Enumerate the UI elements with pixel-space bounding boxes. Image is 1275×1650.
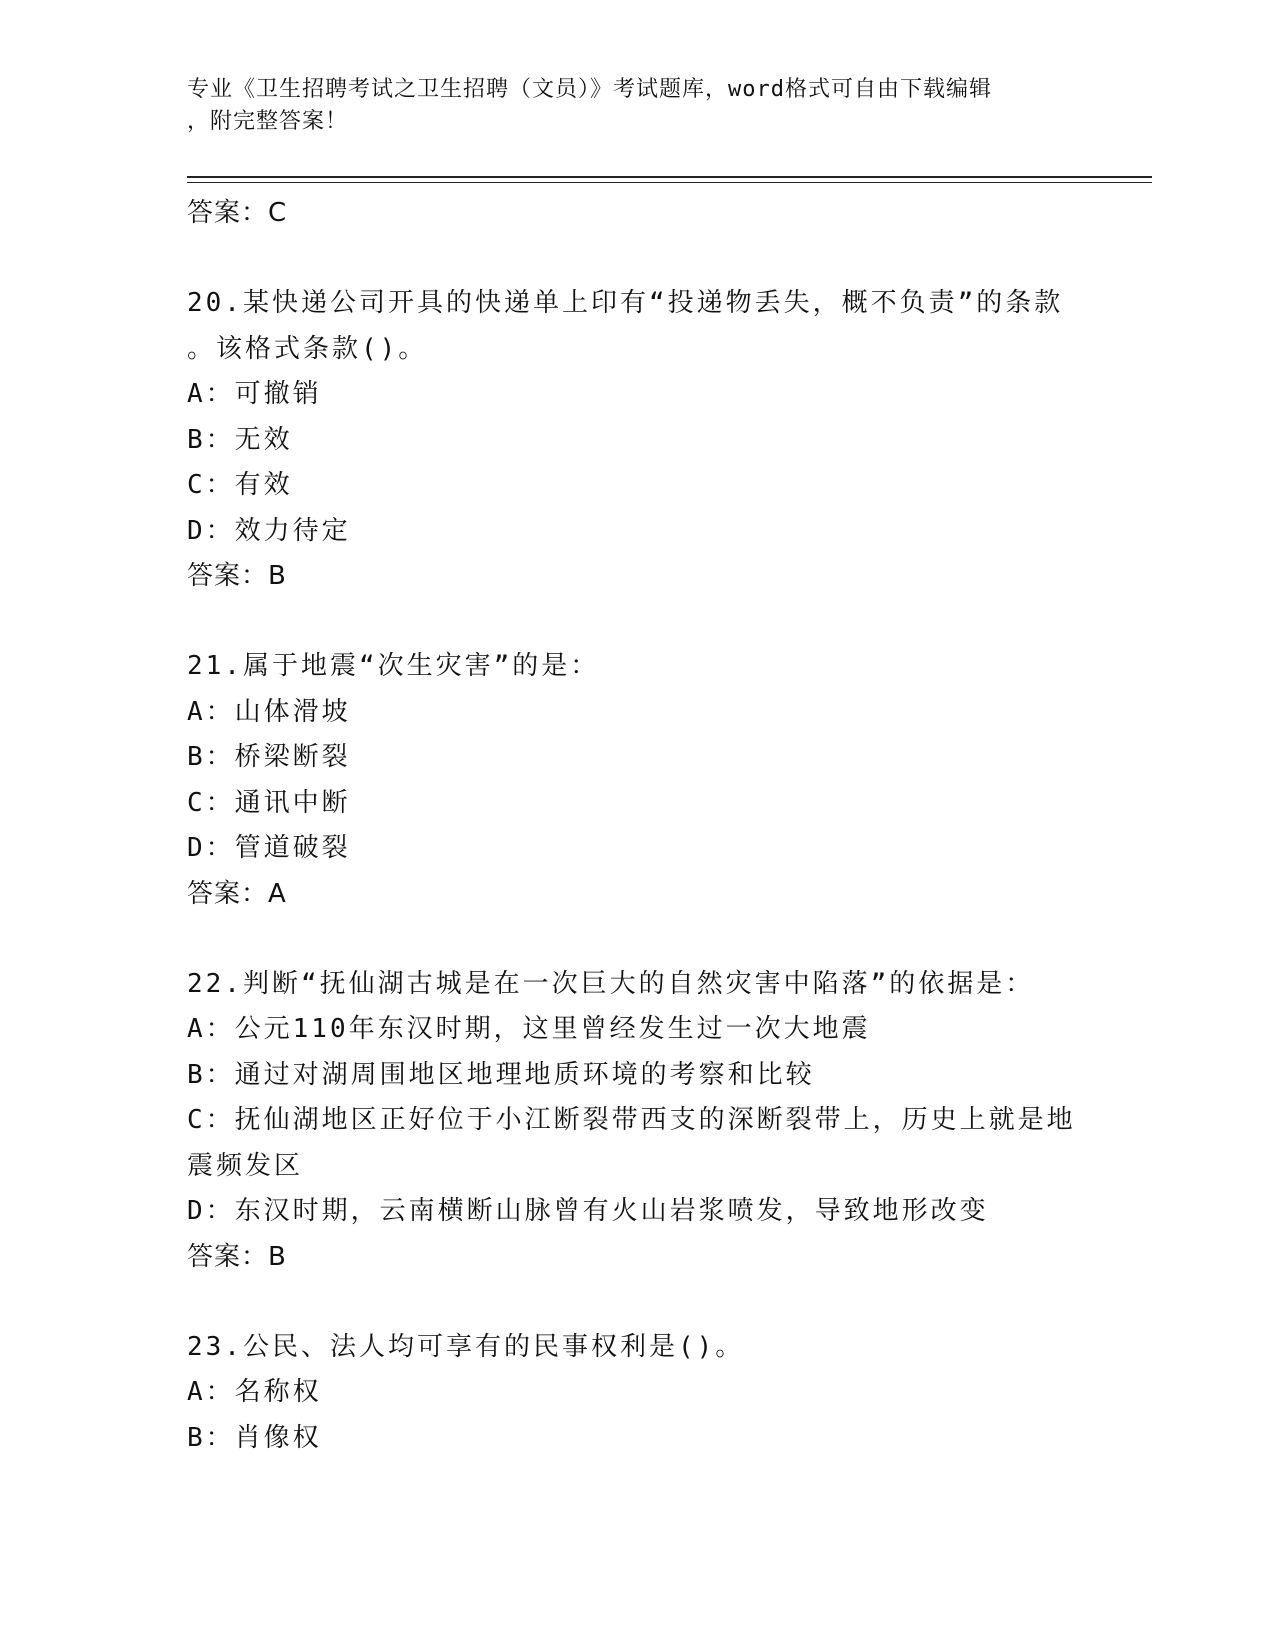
question-stem: 21.属于地震“次生灾害”的是： (187, 651, 600, 681)
answer-21: 答案：A (187, 878, 287, 909)
header-line-1: 专业《卫生招聘考试之卫生招聘（文员）》考试题库，word格式可自由下载编辑 (187, 77, 992, 102)
answer-22: 答案：B (187, 1241, 287, 1272)
option-a: A：山体滑坡 (187, 696, 351, 727)
question-stem: 23.公民、法人均可享有的民事权利是()。 (187, 1331, 745, 1362)
option-a: A：可撤销 (187, 379, 322, 409)
question-stem-cont: 。该格式条款()。 (187, 333, 428, 364)
option-c: C：抚仙湖地区正好位于小江断裂带西支的深断裂带上，历史上就是地 (187, 1105, 1076, 1135)
option-d: D：东汉时期，云南横断山脉曾有火山岩浆喷发，导致地形改变 (187, 1196, 989, 1226)
option-a: A：公元110年东汉时期，这里曾经发生过一次大地震 (187, 1014, 871, 1044)
document-header (187, 74, 1087, 138)
question-20 (187, 281, 1087, 598)
question-23 (187, 1325, 1087, 1462)
option-b: B：肖像权 (187, 1422, 322, 1453)
answer-20: 答案：B (187, 561, 287, 591)
question-stem: 20.某快递公司开具的快递单上印有“投递物丢失，概不负责”的条款 (187, 288, 1064, 318)
option-c: C：通讯中断 (187, 787, 351, 818)
question-stem: 22.判断“抚仙湖古城是在一次巨大的自然灾害中陷落”的依据是： (187, 968, 1035, 999)
answer-19: 答案：C (187, 198, 288, 228)
option-d: D：效力待定 (187, 515, 351, 546)
header-rule-thin (187, 182, 1152, 183)
question-21 (187, 644, 1087, 916)
option-b: B：无效 (187, 424, 293, 455)
header-rule-thick (187, 176, 1152, 178)
option-c-cont: 震频发区 (187, 1150, 304, 1181)
option-d: D：管道破裂 (187, 833, 351, 863)
header-line-2: ，附完整答案！ (187, 109, 349, 134)
option-a: A：名称权 (187, 1377, 322, 1407)
question-22 (187, 962, 1087, 1279)
option-b: B：桥梁断裂 (187, 742, 351, 772)
question-list (187, 191, 1087, 1461)
option-b: B：通过对湖周围地区地理地质环境的考察和比较 (187, 1059, 815, 1090)
option-c: C：有效 (187, 470, 293, 500)
